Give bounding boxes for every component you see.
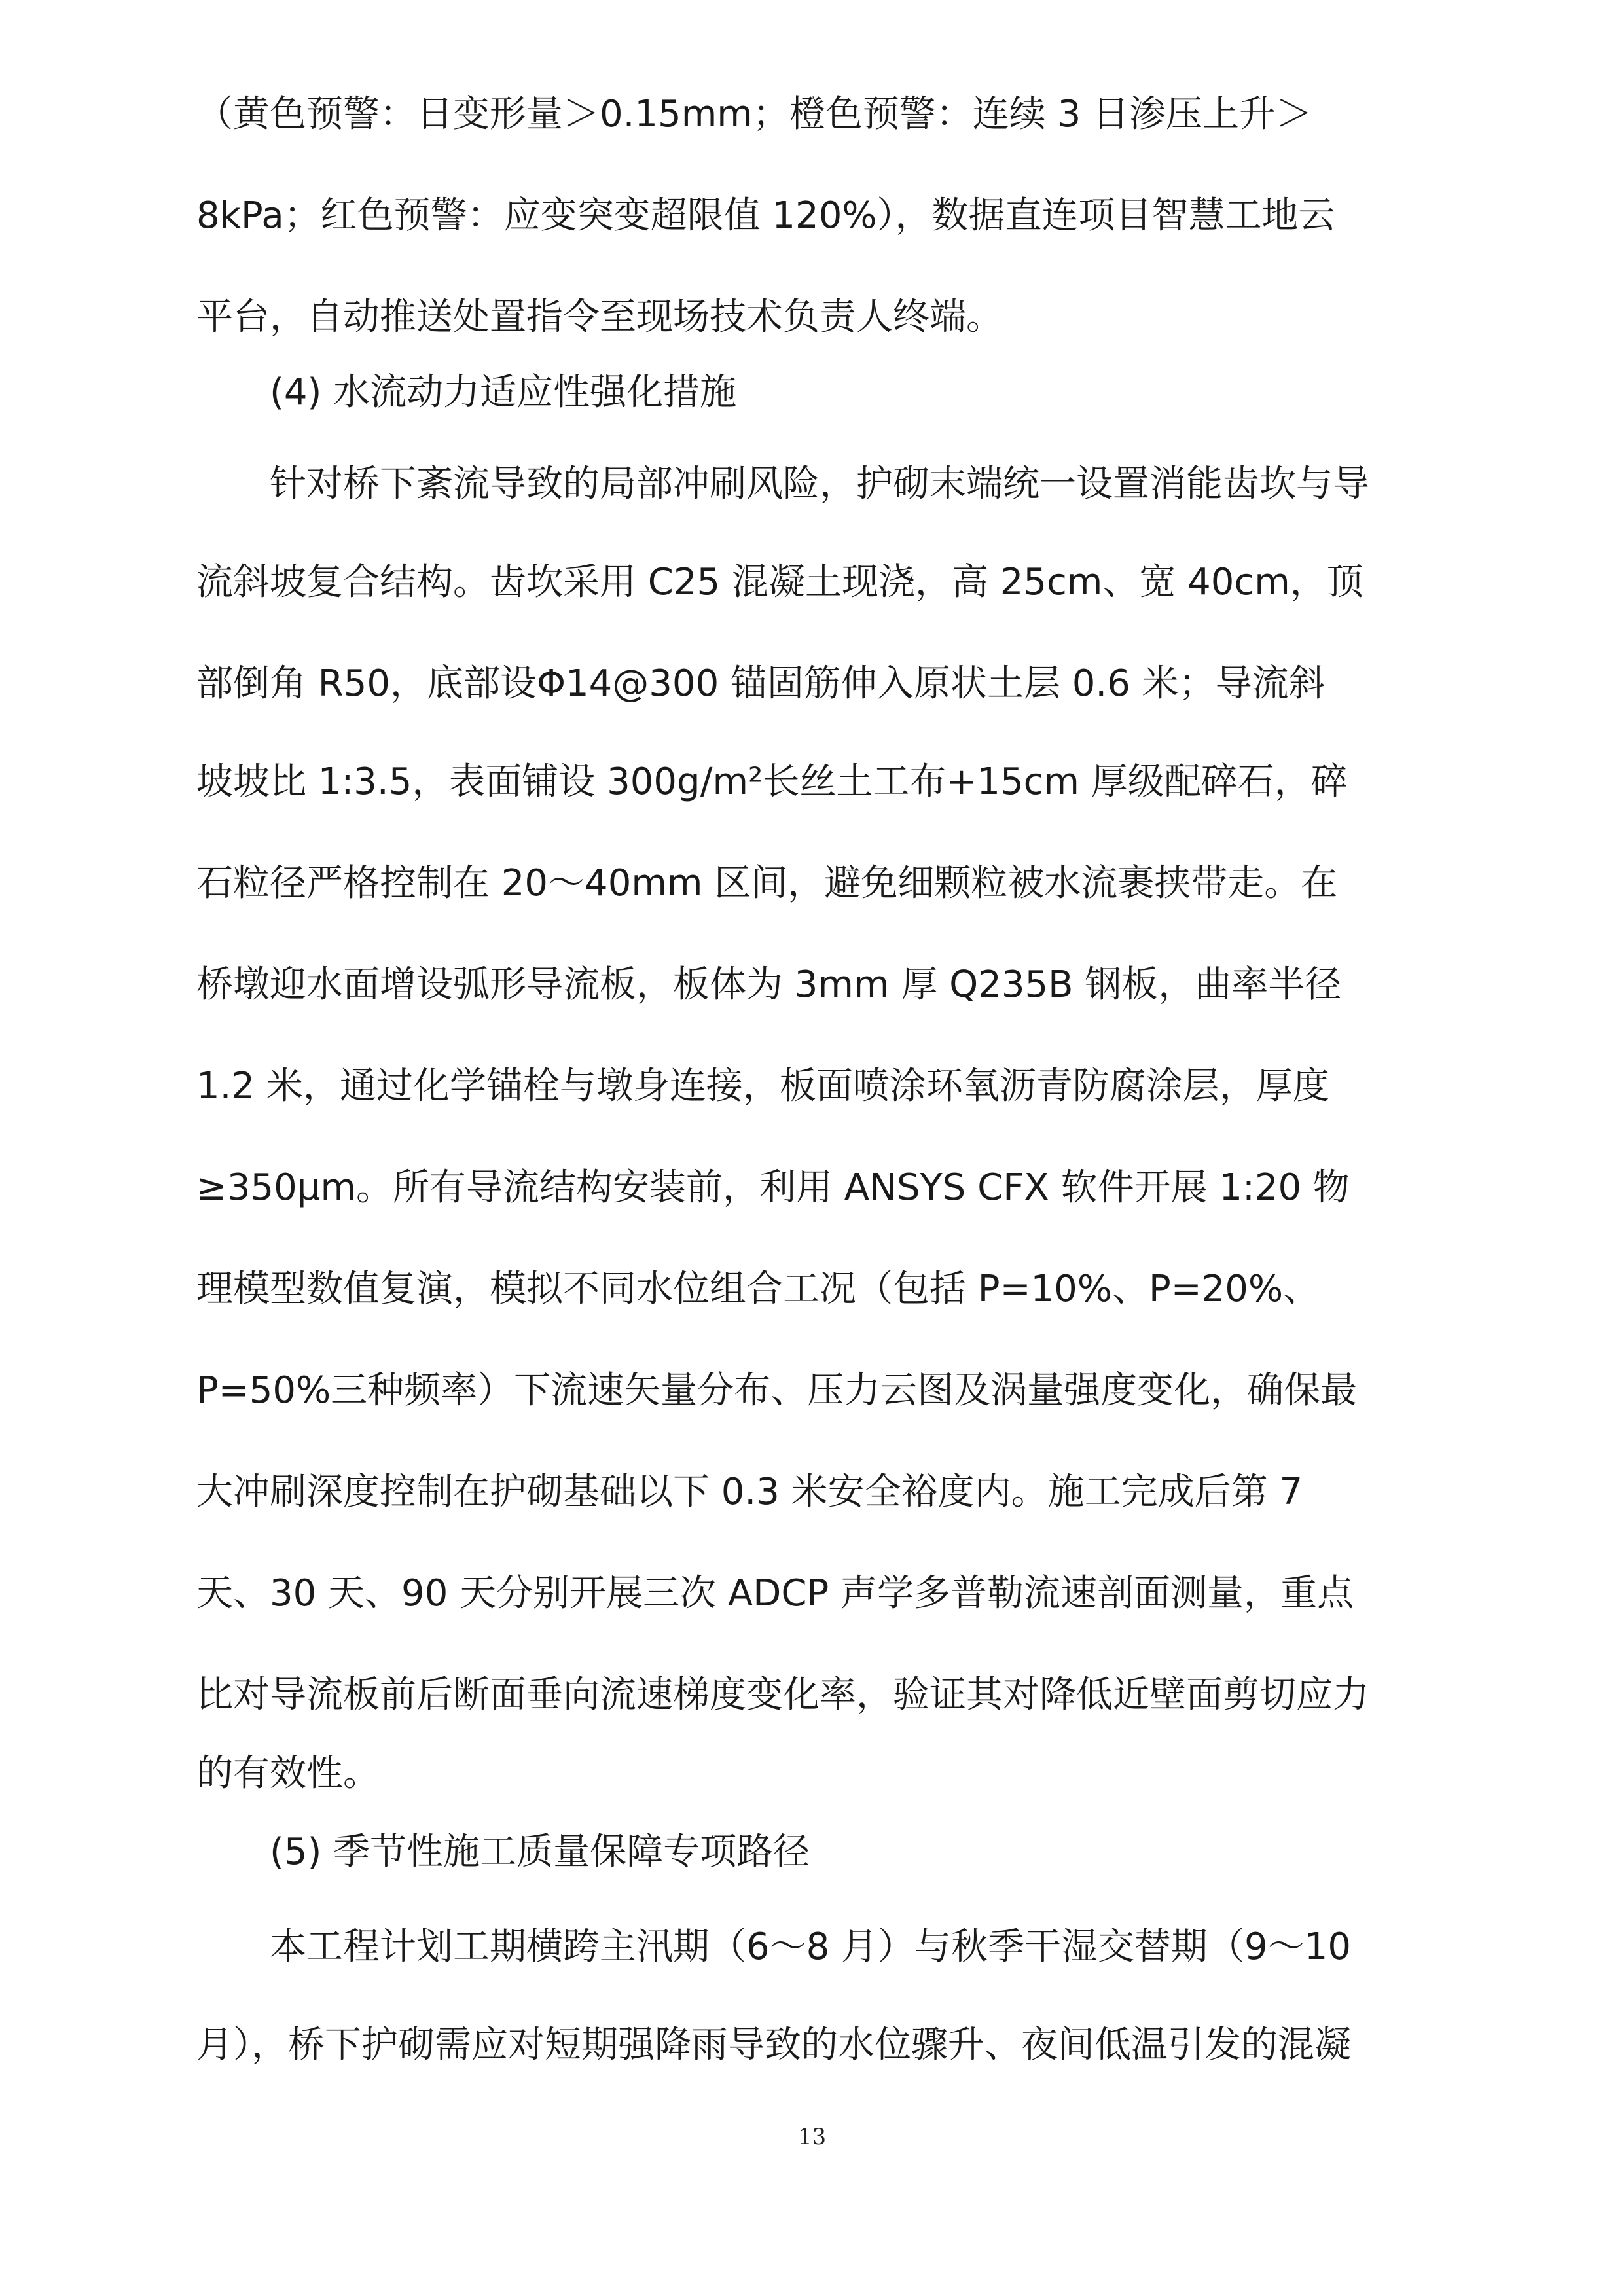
text-line: 流斜坡复合结构。齿坎采用 C25 混凝土现浇，高 25cm、宽 40cm，顶 <box>196 561 1363 603</box>
text-line: 坡坡比 1:3.5，表面铺设 300g/m²长丝土工布+15cm 厚级配碎石，碎 <box>196 761 1348 803</box>
text-line: 8kPa；红色预警：应变突变超限值 120%），数据直连项目智慧工地云 <box>196 194 1335 237</box>
section-heading: (5) 季节性施工质量保障专项路径 <box>270 1831 810 1873</box>
text-line: 1.2 米，通过化学锚栓与墩身连接，板面喷涂环氧沥青防腐涂层，厚度 <box>196 1065 1329 1107</box>
text-line: 天、30 天、90 天分别开展三次 ADCP 声学多普勒流速剖面测量，重点 <box>196 1572 1354 1615</box>
text-line: 的有效性。 <box>196 1752 380 1795</box>
text-line: 大冲刷深度控制在护砌基础以下 0.3 米安全裕度内。施工完成后第 7 <box>196 1471 1303 1513</box>
text-line: （黄色预警：日变形量＞0.15mm；橙色预警：连续 3 日渗压上升＞ <box>196 93 1313 135</box>
text-line: 比对导流板前后断面垂向流速梯度变化率，验证其对降低近壁面剪切应力 <box>196 1674 1369 1716</box>
text-line: 理模型数值复演，模拟不同水位组合工况（包括 P=10%、P=20%、 <box>196 1268 1320 1310</box>
text-line: 石粒径严格控制在 20～40mm 区间，避免细颗粒被水流裹挟带走。在 <box>196 862 1338 905</box>
page-number: 13 <box>797 2124 827 2150</box>
text-line: 针对桥下紊流导致的局部冲刷风险，护砌末端统一设置消能齿坎与导 <box>270 463 1369 505</box>
text-line: 部倒角 R50，底部设Φ14@300 锚固筋伸入原状土层 0.6 米；导流斜 <box>196 662 1326 705</box>
text-line: ≥350μm。所有导流结构安装前，利用 ANSYS CFX 软件开展 1:20 物 <box>196 1166 1350 1209</box>
text-line: 本工程计划工期横跨主汛期（6～8 月）与秋季干湿交替期（9～10 <box>270 1926 1351 1968</box>
section-heading: (4) 水流动力适应性强化措施 <box>270 371 737 414</box>
text-line: 平台，自动推送处置指令至现场技术负责人终端。 <box>196 296 1003 338</box>
text-line: 桥墩迎水面增设弧形导流板，板体为 3mm 厚 Q235B 钢板，曲率半径 <box>196 963 1342 1006</box>
text-line: P=50%三种频率）下流速矢量分布、压力云图及涡量强度变化，确保最 <box>196 1369 1358 1412</box>
text-line: 月），桥下护砌需应对短期强降雨导致的水位骤升、夜间低温引发的混凝 <box>196 2024 1351 2066</box>
